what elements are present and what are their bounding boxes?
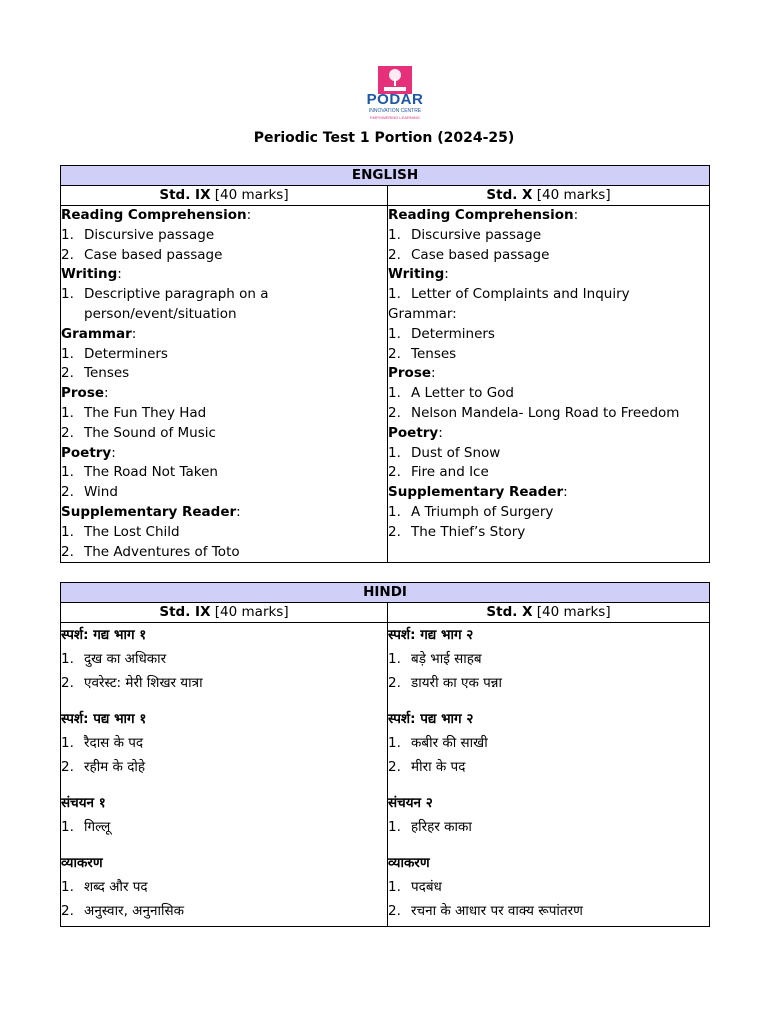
- section-heading-text: संचयन १: [61, 795, 106, 811]
- section-heading-text: Prose: [388, 365, 432, 382]
- list-number: 2.: [61, 246, 74, 263]
- list-item-text: Tenses: [84, 365, 130, 382]
- list-number: 1.: [388, 651, 401, 667]
- list-item-text: रचना के आधार पर वाक्य रूपांतरण: [411, 903, 583, 919]
- list-item: [61, 345, 387, 365]
- list-number: 2.: [61, 365, 74, 382]
- list-item-text: Fire and Ice: [411, 464, 489, 481]
- logo-name: PODAR: [366, 91, 424, 108]
- section-heading: [61, 503, 387, 523]
- section-heading: [61, 851, 387, 875]
- hindi-std9-header: [61, 603, 388, 623]
- list-item: [388, 503, 709, 523]
- list-number: 1.: [388, 385, 401, 402]
- english-std9-portion: [61, 206, 388, 563]
- list-item-text: Tenses: [411, 345, 457, 362]
- list-item: [388, 523, 709, 543]
- list-item-text: दुख का अधिकार: [84, 651, 167, 667]
- list-number: 1.: [388, 819, 401, 835]
- english-std10-header: [388, 186, 710, 206]
- list-item: [388, 755, 709, 779]
- spacer: [61, 839, 387, 851]
- list-number: 1.: [388, 503, 401, 520]
- list-item: [388, 671, 709, 695]
- list-item: [61, 899, 387, 923]
- heading-colon: :: [431, 365, 436, 382]
- section-heading-text: व्याकरण: [61, 855, 103, 871]
- list-number: 2.: [61, 675, 74, 691]
- list-number: 1.: [61, 286, 74, 303]
- list-item: [388, 875, 709, 899]
- section-heading: [388, 851, 709, 875]
- heading-colon: :: [131, 325, 137, 342]
- section-heading: [388, 623, 709, 647]
- std-label: Std. X: [486, 187, 533, 203]
- list-item: [61, 731, 387, 755]
- list-number: 2.: [388, 404, 401, 421]
- list-number: 2.: [61, 543, 74, 560]
- heading-colon: :: [111, 444, 116, 461]
- std-label: Std. IX: [159, 604, 211, 620]
- list-item-text: Determiners: [84, 345, 168, 362]
- list-item-text: A Triumph of Surgery: [411, 503, 554, 520]
- list-item-text: The Lost Child: [84, 523, 180, 540]
- list-number: 1.: [61, 464, 74, 481]
- heading-colon: :: [104, 385, 109, 402]
- heading-colon: :: [573, 207, 579, 223]
- list-item-text: The Thief’s Story: [411, 523, 526, 540]
- section-heading: [388, 206, 709, 226]
- heading-colon: :: [438, 424, 443, 441]
- std-label: Std. X: [486, 604, 533, 620]
- list-number: 1.: [388, 226, 401, 243]
- list-item-text: शब्द और पद: [84, 879, 148, 895]
- section-heading-text: व्याकरण: [388, 855, 430, 871]
- section-heading-text: Writing: [388, 266, 445, 283]
- list-number: 2.: [388, 464, 401, 481]
- section-heading: [388, 424, 709, 444]
- list-item-text: Determiners: [411, 325, 495, 342]
- list-item-text: कबीर की साखी: [411, 735, 488, 751]
- list-item: [61, 647, 387, 671]
- list-number: 2.: [61, 424, 74, 441]
- section-heading: [61, 265, 387, 285]
- list-item-text: The Fun They Had: [84, 404, 207, 421]
- section-heading: [61, 707, 387, 731]
- section-heading-text: संचयन २: [388, 795, 433, 811]
- list-number: 1.: [61, 819, 74, 835]
- list-item: [61, 671, 387, 695]
- std-label: Std. IX: [159, 187, 211, 203]
- list-number: 2.: [388, 759, 401, 775]
- list-number: 2.: [388, 246, 401, 263]
- section-heading: [61, 791, 387, 815]
- list-item-text: रहीम के दोहे: [84, 759, 146, 775]
- list-item: [61, 463, 387, 483]
- list-item-text: डायरी का एक पन्ना: [411, 675, 502, 691]
- list-item: [388, 246, 709, 266]
- list-number: 2.: [388, 903, 401, 919]
- section-heading: [388, 791, 709, 815]
- list-number: 1.: [388, 879, 401, 895]
- list-item: [61, 523, 387, 543]
- section-heading-text: Poetry: [61, 444, 112, 461]
- podar-logo: [356, 66, 434, 122]
- list-item-text: बड़े भाई साहब: [411, 651, 482, 667]
- list-number: 2.: [61, 759, 74, 775]
- heading-colon: :: [236, 503, 241, 520]
- section-heading: [388, 364, 709, 384]
- list-number: 1.: [61, 651, 74, 667]
- list-item: [61, 543, 387, 563]
- list-item-text: A Letter to God: [411, 385, 514, 402]
- list-item-text: हरिहर काका: [411, 819, 472, 835]
- list-item-text: पदबंध: [411, 879, 442, 895]
- marks-label: [40 marks]: [214, 604, 289, 620]
- list-item-text: गिल्लू: [84, 819, 111, 835]
- hindi-std9-portion: [61, 623, 388, 927]
- section-heading-text: स्पर्श: गद्य भाग २: [388, 627, 474, 643]
- english-std9-header: [61, 186, 388, 206]
- logo-subtitle: INNOVATION CENTRE: [368, 108, 422, 114]
- list-item: [388, 463, 709, 483]
- english-table: [60, 165, 710, 563]
- list-item-text: Wind: [84, 484, 118, 501]
- list-item: [61, 364, 387, 384]
- list-item: [61, 815, 387, 839]
- section-heading: [388, 305, 709, 325]
- heading-colon: :: [563, 484, 568, 501]
- list-item: [388, 444, 709, 464]
- list-item-text: The Road Not Taken: [84, 464, 218, 481]
- list-number: 2.: [388, 675, 401, 691]
- list-item: [61, 285, 387, 325]
- spacer: [388, 779, 709, 791]
- list-item-text: Case based passage: [84, 246, 223, 263]
- section-heading-text: स्पर्श: पद्य भाग २: [388, 711, 474, 727]
- list-item-text: Letter of Complaints and Inquiry: [411, 286, 630, 303]
- heading-colon: :: [117, 266, 122, 283]
- list-item: [388, 384, 709, 404]
- list-item: [61, 875, 387, 899]
- list-item: [61, 483, 387, 503]
- section-heading-text: Grammar:: [388, 305, 457, 322]
- english-std10-portion: [388, 206, 710, 563]
- list-item: [61, 226, 387, 246]
- list-number: 1.: [388, 286, 401, 303]
- section-heading-text: Reading Comprehension: [61, 207, 247, 223]
- logo-tagline: EMPOWERING LEARNING: [370, 115, 420, 120]
- list-item: [388, 731, 709, 755]
- spacer: [388, 695, 709, 707]
- list-number: 1.: [61, 226, 74, 243]
- hindi-subject-header: HINDI: [61, 583, 710, 603]
- spacer: [388, 839, 709, 851]
- list-item: [61, 755, 387, 779]
- list-item-text: Nelson Mandela- Long Road to Freedom: [411, 404, 680, 421]
- list-item-text: Descriptive paragraph on a person/event/situation: [84, 286, 269, 322]
- list-number: 2.: [388, 523, 401, 540]
- list-number: 1.: [61, 404, 74, 421]
- section-heading-text: स्पर्श: गद्य भाग १: [61, 627, 147, 643]
- section-heading-text: Prose: [61, 385, 105, 402]
- section-heading: [61, 623, 387, 647]
- list-number: 1.: [388, 444, 401, 461]
- section-heading-text: Grammar: [61, 325, 132, 342]
- section-heading: [61, 384, 387, 404]
- list-number: 2.: [61, 484, 74, 501]
- list-item: [388, 325, 709, 345]
- list-number: 1.: [388, 735, 401, 751]
- list-item-text: Case based passage: [411, 246, 550, 263]
- list-number: 1.: [61, 879, 74, 895]
- hindi-table: [60, 582, 710, 927]
- list-item-text: The Adventures of Toto: [84, 543, 240, 560]
- section-heading: [388, 483, 709, 503]
- list-item-text: एवरेस्ट: मेरी शिखर यात्रा: [84, 675, 203, 691]
- list-item: [61, 246, 387, 266]
- list-number: 1.: [61, 735, 74, 751]
- list-item-text: The Sound of Music: [84, 424, 216, 441]
- section-heading-text: Supplementary Reader: [388, 484, 564, 501]
- list-item: [61, 424, 387, 444]
- marks-label: [40 marks]: [536, 604, 611, 620]
- section-heading-text: Reading Comprehension: [388, 207, 574, 223]
- list-item: [388, 404, 709, 424]
- list-item: [388, 226, 709, 246]
- list-item-text: मीरा के पद: [411, 759, 466, 775]
- list-number: 1.: [388, 325, 401, 342]
- heading-colon: :: [444, 266, 449, 283]
- marks-label: [40 marks]: [214, 187, 289, 203]
- list-item-text: Dust of Snow: [411, 444, 501, 461]
- marks-label: [40 marks]: [536, 187, 611, 203]
- section-heading-text: स्पर्श: पद्य भाग १: [61, 711, 147, 727]
- list-number: 1.: [61, 523, 74, 540]
- spacer: [61, 695, 387, 707]
- section-heading: [388, 265, 709, 285]
- section-heading-text: Poetry: [388, 424, 439, 441]
- list-item-text: Discursive passage: [84, 226, 215, 243]
- list-item: [388, 815, 709, 839]
- section-heading: [61, 325, 387, 345]
- section-heading: [388, 707, 709, 731]
- hindi-std10-portion: [388, 623, 710, 927]
- list-item: [388, 899, 709, 923]
- list-item: [61, 404, 387, 424]
- list-item-text: रैदास के पद: [84, 735, 144, 751]
- section-heading: [61, 444, 387, 464]
- list-number: 1.: [61, 345, 74, 362]
- hindi-std10-header: [388, 603, 710, 623]
- heading-colon: :: [246, 207, 252, 223]
- section-heading-text: Supplementary Reader: [61, 503, 237, 520]
- section-heading-text: Writing: [61, 266, 118, 283]
- page-title: Periodic Test 1 Portion (2024-25): [253, 130, 515, 146]
- list-number: 2.: [61, 903, 74, 919]
- spacer: [61, 779, 387, 791]
- list-item-text: Discursive passage: [411, 226, 542, 243]
- list-item: [388, 345, 709, 365]
- list-number: 2.: [388, 345, 401, 362]
- list-item: [388, 647, 709, 671]
- english-subject-header: ENGLISH: [61, 166, 710, 186]
- list-item: [388, 285, 709, 305]
- tree-emblem-icon: [378, 66, 412, 94]
- list-item-text: अनुस्वार, अनुनासिक: [84, 903, 184, 919]
- section-heading: [61, 206, 387, 226]
